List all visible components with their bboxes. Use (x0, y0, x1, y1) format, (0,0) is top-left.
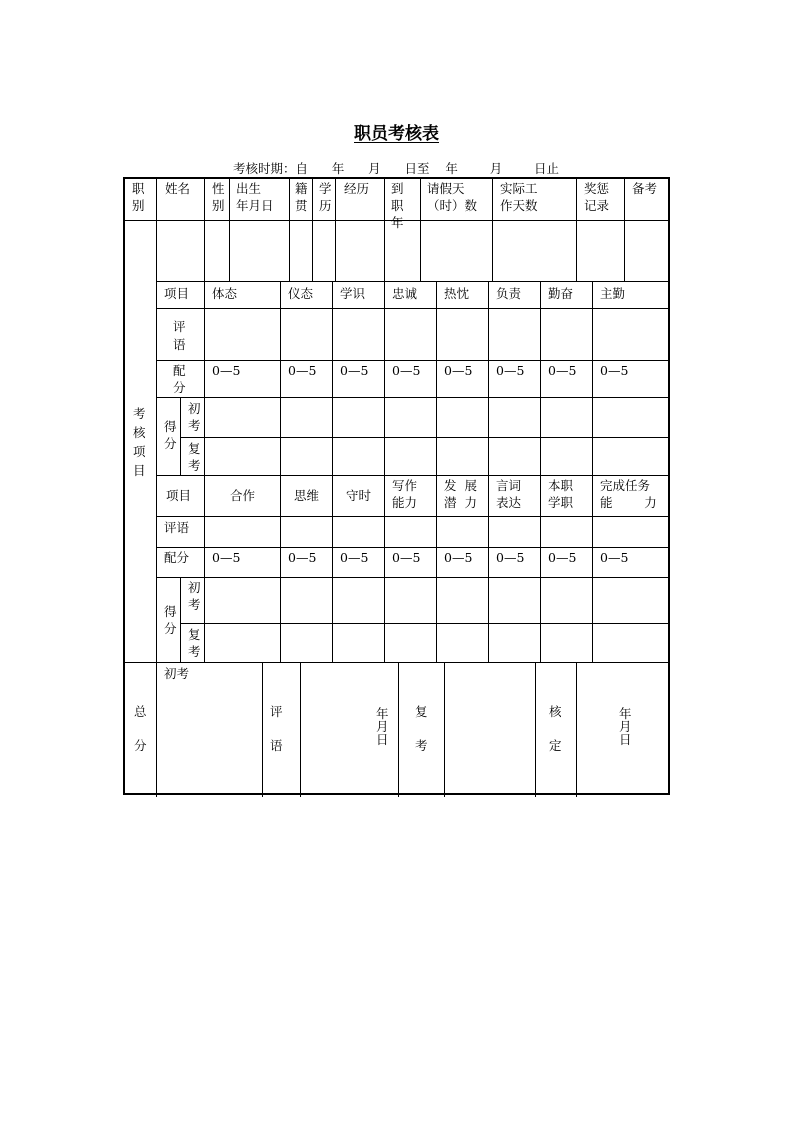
score-range-8: 0—5 (600, 363, 629, 378)
assessment-table (123, 177, 670, 795)
grid-line (420, 179, 421, 281)
grid-line (204, 179, 205, 281)
grid-line (444, 662, 445, 797)
label-second-exam: 复 考 (188, 441, 201, 473)
grid-line (384, 281, 385, 662)
item-expression: 言词 表达 (496, 478, 522, 510)
label-first-exam-2: 初 考 (188, 580, 201, 612)
grid-line (592, 281, 593, 662)
item-initiative: 主勤 (600, 286, 626, 301)
score-range-2-2: 0—5 (288, 550, 317, 565)
item-responsibility: 负责 (496, 286, 522, 301)
footer-total: 总 分 (134, 704, 147, 753)
grid-line (289, 179, 290, 281)
score-range-5: 0—5 (444, 363, 473, 378)
header-actual-days: 实际工 作天数 (500, 181, 538, 213)
label-item: 项目 (164, 286, 190, 301)
grid-line (204, 281, 205, 662)
grid-line (332, 281, 333, 662)
header-education: 学 历 (319, 181, 332, 213)
label-score-range: 配 分 (173, 363, 186, 395)
grid-line (312, 179, 313, 281)
item-cooperation: 合作 (229, 488, 255, 503)
grid-line (180, 623, 670, 624)
item-loyalty: 忠诚 (392, 286, 418, 301)
item-punctuality: 守时 (345, 488, 371, 503)
score-range-2-1: 0—5 (212, 550, 241, 565)
grid-line (398, 662, 399, 797)
grid-line (576, 662, 577, 797)
header-name: 姓名 (165, 181, 191, 196)
score-range-2-8: 0—5 (600, 550, 629, 565)
form-title: 职员考核表 (354, 124, 439, 144)
item-diligence: 勤奋 (548, 286, 574, 301)
item-potential: 发 展 潜 力 (444, 478, 477, 510)
header-rewards: 奖惩 记录 (584, 181, 610, 213)
score-range-2: 0—5 (288, 363, 317, 378)
footer-approve: 核 定 (549, 704, 562, 753)
label-second-exam-2: 复 考 (188, 627, 201, 659)
header-leave-days: 请假天 （时）数 (427, 181, 478, 213)
score-range-1: 0—5 (212, 363, 241, 378)
label-comment: 评 语 (173, 319, 186, 352)
grid-line (492, 179, 493, 281)
footer-comment: 评 语 (270, 704, 283, 753)
grid-line (384, 179, 385, 281)
grid-line (540, 281, 541, 662)
item-task-completion: 完成任务 能 力 (600, 478, 657, 510)
header-birth: 出生 年月日 (236, 181, 274, 213)
score-range-2-7: 0—5 (548, 550, 577, 565)
header-date-joined: 到 职 年 (391, 181, 404, 230)
item-manner: 仪态 (288, 286, 314, 301)
grid-line (624, 179, 625, 281)
label-item-2: 项目 (166, 488, 192, 503)
item-job-knowledge: 本职 学职 (548, 478, 574, 510)
label-score-2: 得 分 (164, 604, 177, 636)
grid-line (262, 662, 263, 797)
item-thinking: 思维 (293, 488, 319, 503)
item-enthusiasm: 热忱 (444, 286, 470, 301)
score-range-4: 0—5 (392, 363, 421, 378)
score-range-6: 0—5 (496, 363, 525, 378)
grid-line (280, 281, 281, 662)
score-range-7: 0—5 (548, 363, 577, 378)
label-score-range-2: 配分 (164, 550, 190, 565)
grid-line (300, 662, 301, 797)
label-comment-2: 评语 (164, 520, 190, 535)
grid-line (180, 577, 181, 662)
score-range-2-4: 0—5 (392, 550, 421, 565)
label-first-exam: 初 考 (188, 401, 201, 433)
footer-review: 复 考 (415, 704, 428, 753)
score-range-2-6: 0—5 (496, 550, 525, 565)
header-experience: 经历 (344, 181, 370, 196)
header-position: 职 别 (132, 181, 145, 213)
item-knowledge: 学识 (340, 286, 366, 301)
side-label-assessment-items: 考 核 项 目 (133, 406, 146, 478)
header-remarks: 备考 (632, 181, 658, 196)
footer-first-exam: 初考 (164, 666, 190, 681)
grid-line (180, 397, 181, 475)
header-gender: 性 别 (212, 181, 225, 213)
footer-date-2: 年 月 日 (619, 706, 632, 747)
grid-line (436, 281, 437, 662)
score-range-3: 0—5 (340, 363, 369, 378)
item-writing: 写作 能力 (392, 478, 418, 510)
grid-line (576, 179, 577, 281)
label-score: 得 分 (164, 419, 177, 451)
score-range-2-5: 0—5 (444, 550, 473, 565)
grid-line (488, 281, 489, 662)
header-origin: 籍 贯 (295, 181, 308, 213)
footer-date-1: 年 月 日 (376, 706, 389, 747)
grid-line (156, 179, 157, 797)
grid-line (180, 437, 670, 438)
grid-line (535, 662, 536, 797)
grid-line (229, 179, 230, 281)
assessment-period: 考核时期：自 年 月 日至 年 月 日止 (233, 161, 559, 176)
grid-line (335, 179, 336, 281)
score-range-2-3: 0—5 (340, 550, 369, 565)
item-physique: 体态 (212, 286, 238, 301)
